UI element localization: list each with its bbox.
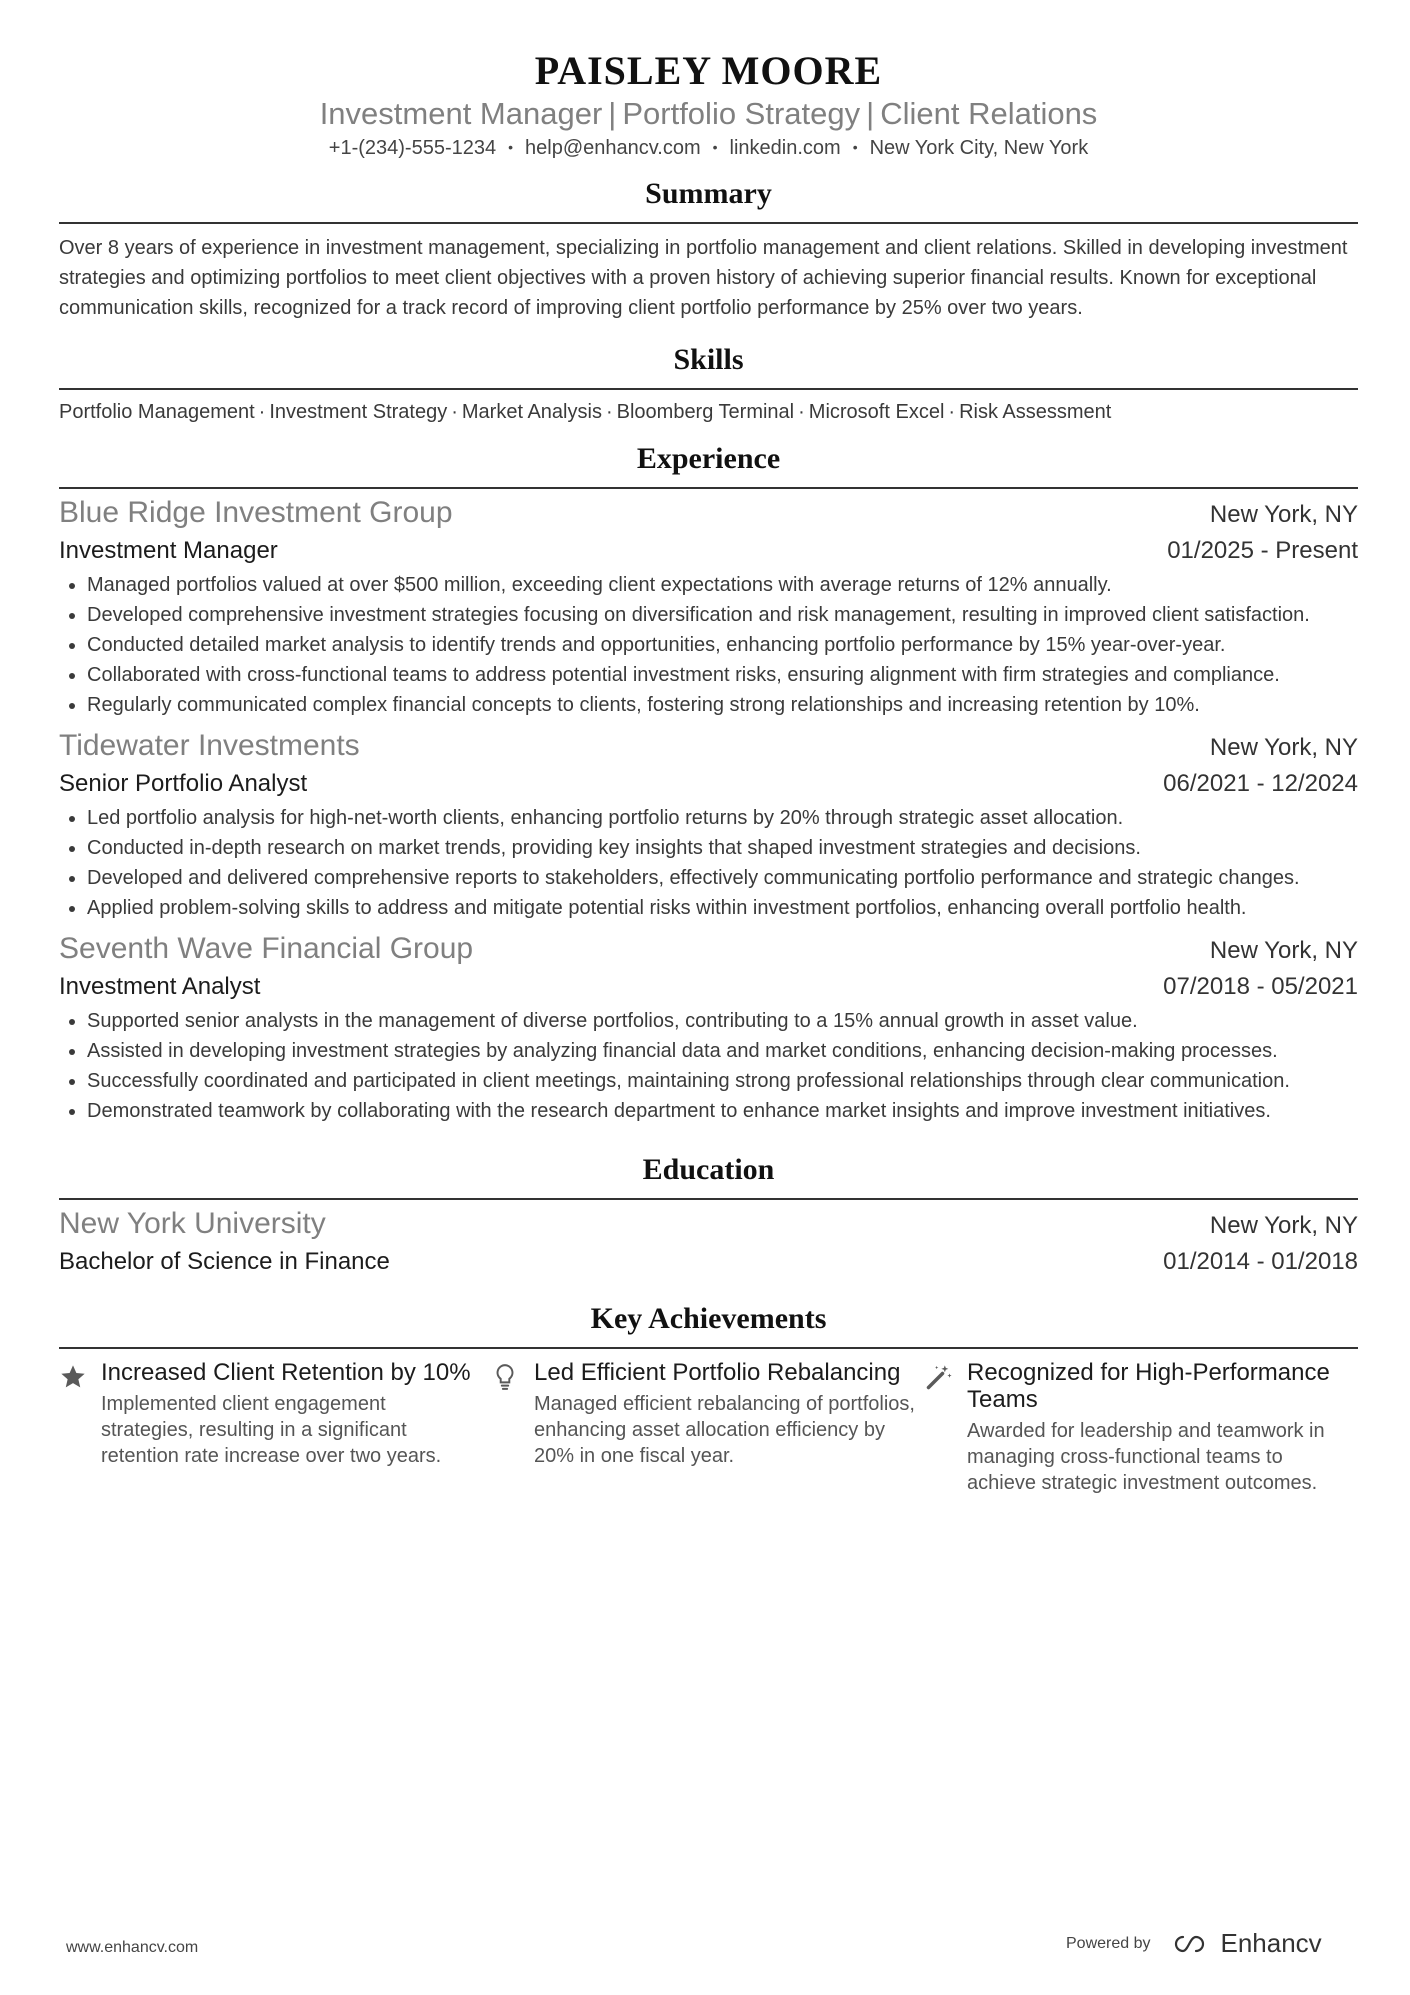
job-bullet: • Collaborated with cross-functional teams to address potential investment risks, ensuring alignment with firm strategies and compliance. (87, 660, 1358, 690)
job-bullet: • Supported senior analysts in the management of diverse portfolios, contributing to a 15% annual growth in asset value. (87, 1006, 1358, 1036)
job-entry (59, 930, 1358, 1126)
enhancv-logo[interactable] (1169, 1928, 1322, 1959)
skills-heading: Skills (59, 342, 1358, 390)
job-bullet: • Developed comprehensive investment strategies focusing on diversification and risk management, resulting in improved client satisfaction. (87, 600, 1358, 630)
email-link[interactable]: help@enhancv.com (525, 137, 701, 159)
skill-item: Portfolio Management (59, 401, 255, 423)
linkedin-link[interactable]: linkedin.com (729, 137, 841, 159)
achievements-grid (59, 1359, 1358, 1496)
job-role: Senior Portfolio Analyst (59, 770, 308, 797)
skill-item: Risk Assessment (959, 401, 1112, 423)
job-dates: 07/2018 - 05/2021 (1163, 973, 1358, 1000)
job-bullet: • Led portfolio analysis for high-net-worth clients, enhancing portfolio returns by 20% through strategic asset allocation. (87, 803, 1358, 833)
school-name: New York University (59, 1207, 326, 1240)
phone[interactable]: +1-(234)-555-1234 (328, 137, 497, 159)
achievement-title: Led Efficient Portfolio Rebalancing (534, 1359, 901, 1386)
experience-heading: Experience (59, 441, 1358, 489)
company-name: Tidewater Investments (59, 729, 360, 762)
achievement-title: Increased Client Retention by 10% (101, 1359, 471, 1386)
achievement-description: Implemented client engagement strategies, resulting in a significant retention rate increase over two years. (101, 1393, 442, 1467)
job-location: New York, NY (1209, 937, 1358, 964)
title-separator: | (866, 96, 875, 131)
degree: Bachelor of Science in Finance (59, 1248, 390, 1275)
footer-website-link[interactable]: www.enhancv.com (66, 1939, 199, 1956)
star-icon (59, 1359, 101, 1496)
job-entry (59, 727, 1358, 923)
skill-separator: · (451, 401, 458, 423)
job-bullets (59, 803, 1358, 923)
headline-title: Portfolio Strategy (622, 96, 861, 131)
footer-branding (1066, 1928, 1356, 1959)
job-bullet: • Applied problem-solving skills to address and mitigate potential risks within investment portfolios, enhancing overall portfolio health. (87, 893, 1358, 923)
job-bullet: • Managed portfolios valued at over $500 million, exceeding client expectations with average returns of 12% annually. (87, 570, 1358, 600)
enhancv-logo-icon (1169, 1933, 1213, 1955)
school-location: New York, NY (1209, 1212, 1358, 1239)
job-bullet: • Conducted in-depth research on market trends, providing key insights that shaped investment strategies and decisions. (87, 833, 1358, 863)
skill-item: Investment Strategy (269, 401, 448, 423)
location: New York City, New York (869, 137, 1089, 159)
job-bullet: • Regularly communicated complex financial concepts to clients, fostering strong relationships and increasing retention by 10%. (87, 690, 1358, 720)
skills-list (59, 397, 1358, 427)
skill-item: Bloomberg Terminal (616, 401, 795, 423)
job-role: Investment Manager (59, 537, 278, 564)
achievement-title: Recognized for High-Performance Teams (967, 1359, 1330, 1413)
contact-line (59, 134, 1358, 163)
education-heading: Education (59, 1152, 1358, 1200)
contact-separator: • (712, 139, 718, 155)
contact-separator: • (508, 139, 514, 155)
achievements-heading: Key Achievements (59, 1301, 1358, 1349)
skill-item: Microsoft Excel (808, 401, 945, 423)
achievement-description: Awarded for leadership and teamwork in managing cross-functional teams to achieve strategic investment outcomes. (967, 1420, 1325, 1494)
job-dates: 06/2021 - 12/2024 (1163, 770, 1358, 797)
job-bullet: • Successfully coordinated and participated in client meetings, maintaining strong professional relationships through clear communication. (87, 1066, 1358, 1096)
achievement-item (492, 1359, 925, 1496)
achievement-item (925, 1359, 1358, 1496)
job-dates: 01/2025 - Present (1167, 537, 1358, 564)
education-dates: 01/2014 - 01/2018 (1163, 1248, 1358, 1275)
headline-title: Client Relations (880, 96, 1098, 131)
headline-titles (59, 94, 1358, 134)
magic-wand-icon (925, 1359, 967, 1496)
summary-text: Over 8 years of experience in investment management, specializing in portfolio management and client relations. Skilled in developing investment strategies and optimizing portfolios to meet client objectives with a proven history of achieving superior financial results. Known for exceptional communication skills, recognized for a track record of improving client portfolio performance by 25% over two years. (59, 237, 1348, 319)
job-role: Investment Analyst (59, 973, 261, 1000)
skill-separator: · (798, 401, 805, 423)
skill-item: Market Analysis (461, 401, 602, 423)
job-bullet: • Conducted detailed market analysis to identify trends and opportunities, enhancing portfolio performance by 15% year-over-year. (87, 630, 1358, 660)
resume-page (59, 0, 1358, 1496)
job-location: New York, NY (1209, 501, 1358, 528)
job-bullet: • Developed and delivered comprehensive reports to stakeholders, effectively communicating portfolio performance and strategic changes. (87, 863, 1358, 893)
job-bullets (59, 1006, 1358, 1126)
summary-heading: Summary (59, 176, 1358, 224)
job-bullet: • Demonstrated teamwork by collaborating with the research department to enhance market insights and improve investment initiatives. (87, 1096, 1358, 1126)
skill-separator: · (258, 401, 266, 423)
company-name: Blue Ridge Investment Group (59, 496, 453, 529)
skill-separator: · (948, 401, 956, 423)
job-bullet: • Assisted in developing investment strategies by analyzing financial data and market conditions, enhancing decision-making processes. (87, 1036, 1358, 1066)
job-entry (59, 494, 1358, 720)
education-entry (59, 1205, 1358, 1279)
contact-separator: • (852, 139, 858, 155)
achievement-item (59, 1359, 492, 1496)
candidate-name: PAISLEY MOORE (534, 48, 883, 93)
lightbulb-icon (492, 1359, 534, 1496)
skill-separator: · (605, 401, 613, 423)
company-name: Seventh Wave Financial Group (59, 932, 474, 965)
job-bullets (59, 570, 1358, 720)
job-location: New York, NY (1209, 734, 1358, 761)
title-separator: | (608, 96, 617, 131)
brand-name: Enhancv (1220, 1928, 1322, 1958)
powered-by-label: Powered by (1066, 1934, 1151, 1952)
headline-title: Investment Manager (319, 96, 603, 131)
achievement-description: Managed efficient rebalancing of portfolios, enhancing asset allocation efficiency by 20% in one fiscal year. (534, 1393, 915, 1467)
